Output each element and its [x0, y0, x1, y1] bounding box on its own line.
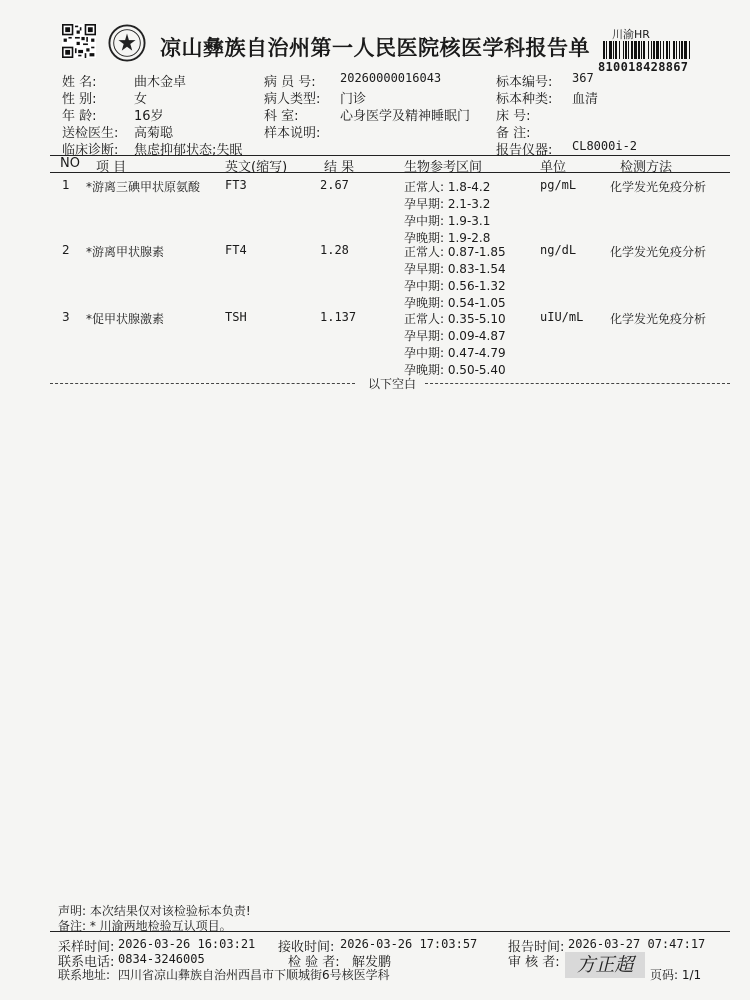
row-item: *游离甲状腺素 — [86, 245, 165, 259]
row-range: 正常人: 1.8-4.2 — [404, 180, 491, 194]
patient-name: 曲木金卓 — [134, 75, 187, 90]
receive-time-label: 接收时间: — [278, 940, 335, 955]
reviewer-signature-text: 方正超 — [576, 954, 634, 976]
row-range: 孕晚期: 0.50-5.40 — [404, 363, 506, 377]
row-result: 2.67 — [320, 178, 349, 192]
row-range: 孕晚期: 1.9-2.8 — [404, 231, 491, 245]
footer-rule — [50, 931, 730, 932]
department: 心身医学及精神睡眠门 — [340, 109, 471, 124]
report-instrument: CL8000i-2 — [572, 139, 638, 153]
row-item: *促甲状腺激素 — [86, 312, 165, 326]
row-method: 化学发光免疫分析 — [610, 180, 707, 194]
page-number: 页码: 1/1 — [650, 968, 702, 982]
patient-gender: 女 — [134, 92, 148, 107]
patient-type: 门诊 — [340, 92, 367, 107]
col-header-result: 结 果 — [324, 160, 355, 175]
contact-phone: 0834-3246005 — [118, 952, 205, 966]
row-english: FT4 — [225, 243, 247, 257]
row-no: 3 — [62, 310, 70, 324]
row-range: 孕早期: 0.83-1.54 — [404, 262, 506, 276]
region-tag: 川渝HR — [612, 28, 650, 41]
receive-time: 2026-03-26 17:03:57 — [340, 937, 478, 951]
tester-label: 检 验 者: — [288, 955, 340, 970]
sample-time: 2026-03-26 16:03:21 — [118, 937, 256, 951]
row-range: 正常人: 0.35-5.10 — [404, 312, 506, 326]
reviewer-label: 审 核 者: — [508, 955, 560, 970]
row-result: 1.137 — [320, 310, 357, 324]
patient-no-label: 病 员 号: — [264, 75, 316, 90]
row-unit: ng/dL — [540, 243, 577, 257]
clinical-diagnosis: 焦虑抑郁状态;失眠 — [134, 143, 243, 158]
col-header-unit: 单位 — [540, 160, 567, 175]
end-of-results-text: 以下空白 — [368, 377, 417, 391]
end-dashed-rule-right — [425, 383, 730, 384]
dept-label: 科 室: — [264, 109, 299, 124]
barcode-icon — [603, 41, 720, 59]
row-unit: uIU/mL — [540, 310, 584, 324]
doctor-label: 送检医生: — [62, 126, 119, 141]
diagnosis-label: 临床诊断: — [62, 143, 119, 158]
age-label: 年 龄: — [62, 109, 97, 124]
row-range: 孕晚期: 0.54-1.05 — [404, 296, 506, 310]
row-item: *游离三碘甲状原氨酸 — [86, 180, 201, 194]
instrument-label: 报告仪器: — [496, 143, 553, 158]
row-method: 化学发光免疫分析 — [610, 245, 707, 259]
phone-label: 联系电话: — [58, 955, 115, 970]
row-result: 1.28 — [320, 243, 349, 257]
footer-note: 备注: * 川渝两地检验互认项目。 — [58, 919, 232, 933]
referring-doctor: 高菊聪 — [134, 126, 174, 141]
row-english: FT3 — [225, 178, 247, 192]
end-dashed-rule-left — [50, 383, 355, 384]
patient-type-label: 病人类型: — [264, 92, 321, 107]
sample-note-label: 样本说明: — [264, 126, 321, 141]
row-range: 孕中期: 1.9-3.1 — [404, 214, 491, 228]
row-range: 孕中期: 0.56-1.32 — [404, 279, 506, 293]
row-range: 孕早期: 2.1-3.2 — [404, 197, 491, 211]
report-time: 2026-03-27 07:47:17 — [568, 937, 706, 951]
barcode-number: 810018428867 — [598, 60, 689, 74]
sample-time-label: 采样时间: — [58, 940, 115, 955]
row-english: TSH — [225, 310, 247, 324]
disclaimer-statement: 声明: 本次结果仅对该检验标本负责! — [58, 904, 251, 918]
row-range: 孕早期: 0.09-4.87 — [404, 329, 506, 343]
row-method: 化学发光免疫分析 — [610, 312, 707, 326]
row-range: 正常人: 0.87-1.85 — [404, 245, 506, 259]
qr-code-icon — [62, 24, 96, 58]
address-label: 联系地址: — [58, 968, 111, 982]
bed-label: 床 号: — [496, 109, 531, 124]
report-time-label: 报告时间: — [508, 940, 565, 955]
tester-name: 解发鹏 — [352, 955, 392, 970]
name-label: 姓 名: — [62, 75, 97, 90]
remark-label: 备 注: — [496, 126, 531, 141]
sample-number: 367 — [572, 71, 594, 85]
sample-type-label: 标本种类: — [496, 92, 553, 107]
contact-address: 四川省凉山彝族自治州西昌市下顺城街6号核医学科 — [118, 968, 390, 982]
sample-no-label: 标本编号: — [496, 75, 553, 90]
patient-number: 20260000016043 — [340, 71, 442, 85]
hospital-seal-icon — [108, 24, 146, 62]
reviewer-signature — [565, 952, 645, 978]
patient-age: 16岁 — [134, 109, 164, 124]
row-unit: pg/mL — [540, 178, 577, 192]
row-no: 1 — [62, 178, 70, 192]
col-header-reference: 生物参考区间 — [404, 160, 483, 175]
row-no: 2 — [62, 243, 70, 257]
gender-label: 性 别: — [62, 92, 97, 107]
report-title: 凉山彝族自治州第一人民医院核医学科报告单 — [160, 35, 590, 60]
row-range: 孕中期: 0.47-4.79 — [404, 346, 506, 360]
col-header-item: 项 目 — [96, 160, 127, 175]
col-header-method: 检测方法 — [620, 160, 673, 175]
col-header-english: 英文(缩写) — [225, 160, 288, 175]
col-header-no: NO — [60, 156, 80, 171]
sample-type: 血清 — [572, 92, 599, 107]
table-header-rule — [50, 172, 730, 173]
